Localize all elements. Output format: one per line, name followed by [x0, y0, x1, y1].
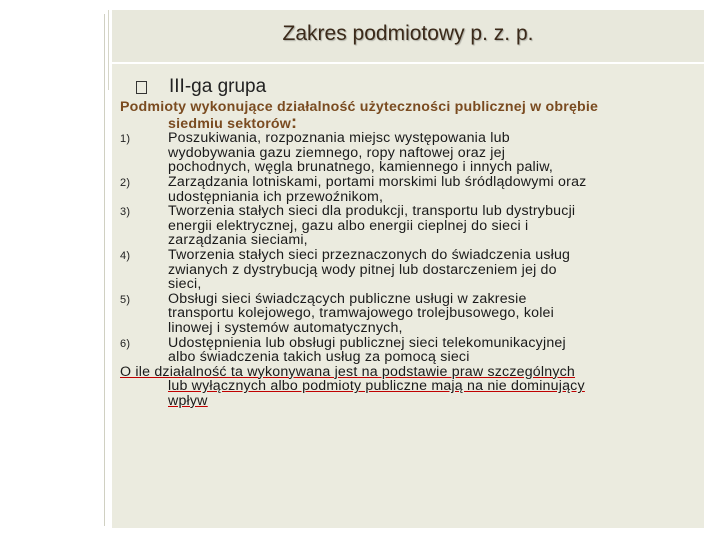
footer-paragraph: [120, 365, 705, 409]
item-line: linowej i systemów automatycznych,: [168, 319, 403, 336]
item-number: 4): [120, 249, 131, 262]
sector-item: [120, 292, 705, 336]
item-line: wydobywania gazu ziemnego, ropy naftowej oraz jej: [168, 144, 506, 161]
item-line: udostępniania ich przewoźnikom,: [168, 188, 384, 205]
sector-item: [120, 336, 705, 365]
sector-item: [120, 204, 705, 248]
item-line: Poszukiwania, rozpoznania miejsc występowania lub: [168, 130, 510, 147]
sector-item: [120, 175, 705, 204]
group-label: III-ga grupa: [169, 76, 267, 97]
item-line: sieci,: [168, 276, 202, 293]
item-number: 6): [120, 337, 131, 350]
item-line: Tworzenia stałych sieci dla produkcji, transportu lub dystrybucji: [168, 203, 576, 220]
item-number: 3): [120, 206, 131, 219]
group-heading: [136, 76, 266, 98]
item-line: transportu kolejowego, tramwajowego trolejbusowego, kolei: [168, 305, 554, 322]
item-line: Zarządzania lotniskami, portami morskimi lub śródlądowymi oraz: [168, 173, 587, 190]
intro-line: Podmioty wykonujące działalność użyteczności publicznej w obrębie: [120, 99, 599, 115]
item-line: zwianych z dystrybucją wody pitnej lub dostarczeniem jej do: [168, 261, 557, 278]
decorative-rule: [108, 10, 109, 90]
item-line: energii elektrycznej, gazu albo energii cieplnej do sieci i: [168, 217, 529, 234]
item-line: Udostępnienia lub obsługi publicznej sieci telekomunikacyjnej: [168, 334, 566, 351]
item-line: Tworzenia stałych sieci przeznaczonych do świadczenia usług: [168, 246, 571, 263]
item-number: 5): [120, 293, 131, 306]
item-line: pochodnych, węgla brunatnego, kamiennego i innych paliw,: [168, 159, 554, 176]
footer-line: lub wyłącznych albo podmioty publiczne mają na nie dominujący: [168, 378, 585, 395]
sector-item: [120, 131, 705, 175]
footer-line: O ile działalność ta wykonywana jest na podstawie praw szczególnych: [120, 363, 576, 380]
sector-list: [120, 131, 705, 365]
item-line: zarządzania sieciami,: [168, 232, 308, 249]
body-text: [120, 100, 705, 408]
item-number: 2): [120, 176, 131, 189]
bullet-box-icon: [136, 81, 147, 94]
item-line: albo świadczenia takich usług za pomocą sieci: [168, 349, 470, 366]
intro-paragraph: [120, 100, 705, 131]
sector-item: [120, 248, 705, 292]
item-number: 1): [120, 133, 131, 146]
intro-line: siedmiu sektorów:: [168, 111, 298, 132]
slide-title: Zakres podmiotowy p. z. p.: [282, 22, 534, 45]
footer-line: wpływ: [168, 392, 208, 409]
decorative-rule: [104, 14, 105, 526]
item-line: Obsługi sieci świadczących publiczne usługi w zakresie: [168, 290, 527, 307]
